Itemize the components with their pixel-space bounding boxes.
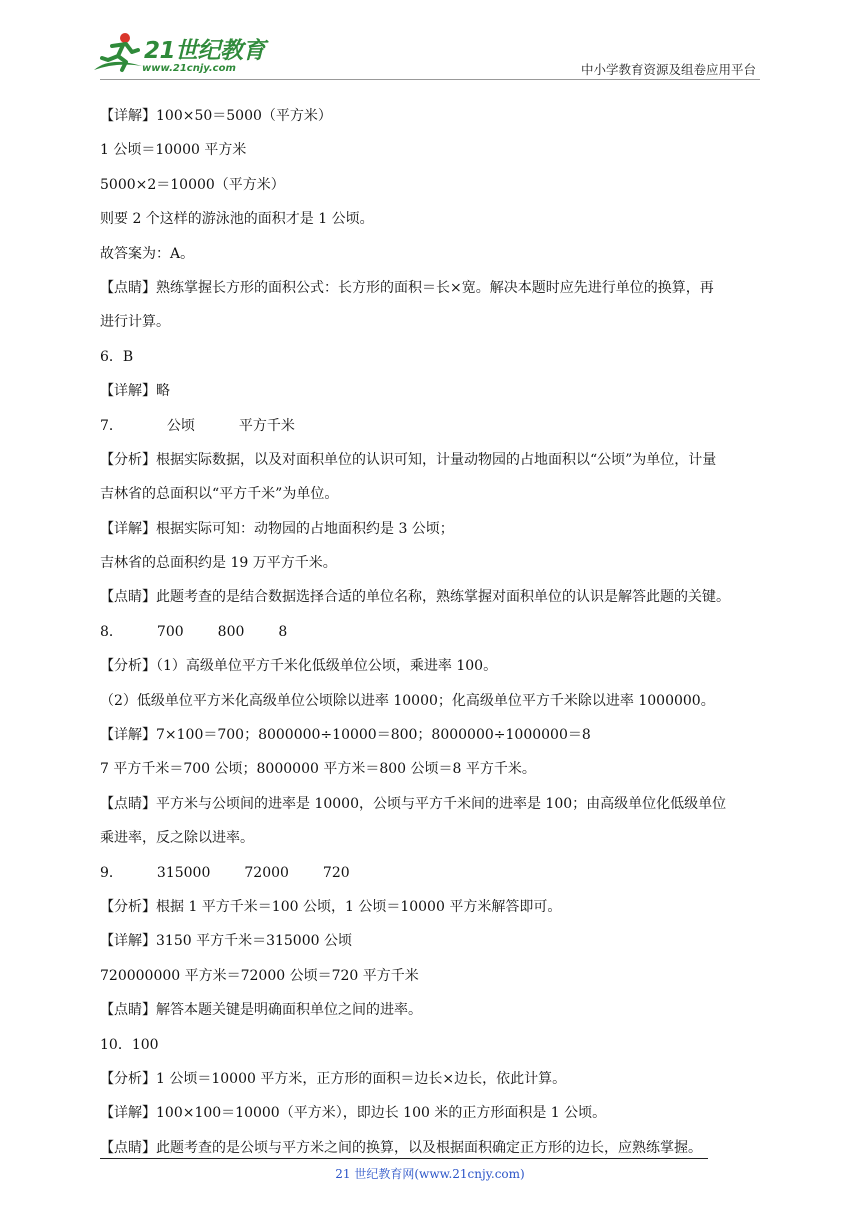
- text-line: [100, 512, 772, 546]
- platform-name: 中小学教育资源及组卷应用平台: [580, 62, 756, 77]
- line-text: 【分析】（1）高级单位平方千米化低级单位公顷，乘进率 100。: [100, 658, 498, 675]
- text-line: [100, 787, 772, 821]
- line-text: 6．B: [100, 348, 134, 365]
- text-line: [100, 890, 772, 924]
- text-line: [100, 821, 772, 855]
- text-line: [100, 993, 772, 1027]
- answer-blank: 315000: [156, 864, 211, 881]
- line-text: 【点睛】熟练掌握长方形的面积公式：长方形的面积＝长×宽。解决本题时应先进行单位的换算，再: [100, 279, 714, 296]
- answer-blank: 720: [322, 864, 350, 881]
- line-text: 【点睛】解答本题关键是明确面积单位之间的进率。: [100, 1002, 422, 1019]
- text-line: [100, 580, 772, 614]
- answer-blank: 8: [278, 623, 288, 640]
- logo-url: www.21cnjy.com: [142, 63, 236, 74]
- text-line: [100, 409, 772, 443]
- text-line: [100, 477, 772, 511]
- text-line: [100, 615, 772, 649]
- text-line: [100, 133, 772, 167]
- text-line: [100, 374, 772, 408]
- answer-content: [100, 99, 772, 1165]
- text-line: [100, 168, 772, 202]
- text-line: [100, 99, 772, 133]
- line-text: 5000×2＝10000（平方米）: [100, 176, 285, 193]
- text-line: [100, 1096, 772, 1130]
- answer-blank: 平方千米: [238, 417, 295, 434]
- line-text: 【分析】根据实际数据，以及对面积单位的认识可知，计量动物园的占地面积以“公顷”为单位，计量: [100, 451, 717, 468]
- line-text: 【详解】略: [100, 383, 170, 400]
- text-line: [100, 340, 772, 374]
- runner-icon: [92, 30, 148, 78]
- page-header: [0, 0, 860, 90]
- line-text: 故答案为：A。: [100, 245, 195, 262]
- line-text: 则要 2 个这样的游泳池的面积才是 1 公顷。: [100, 211, 374, 228]
- text-line: [100, 856, 772, 890]
- line-text: 乘进率，反之除以进率。: [100, 830, 254, 847]
- answer-blank: 700: [156, 623, 184, 640]
- header-divider: [100, 79, 760, 80]
- line-text: 9．: [100, 864, 123, 881]
- line-text: 进行计算。: [100, 314, 170, 331]
- footer-link[interactable]: 21 世纪教育网(www.21cnjy.com): [335, 1167, 525, 1181]
- line-text: 【点睛】平方米与公顷间的进率是 10000，公顷与平方千米间的进率是 100；由高级单位化低级单位: [100, 795, 727, 812]
- line-text: 10．100: [100, 1036, 159, 1053]
- line-text: 【分析】根据 1 平方千米＝100 公顷，1 公顷＝10000 平方米解答即可。: [100, 898, 562, 915]
- line-text: 【详解】100×100＝10000（平方米），即边长 100 米的正方形面积是 1 公顷。: [100, 1105, 607, 1122]
- text-line: [100, 1028, 772, 1062]
- text-line: [100, 1131, 772, 1165]
- line-text: 吉林省的总面积以“平方千米”为单位。: [100, 486, 339, 503]
- line-text: 【点睛】此题考查的是结合数据选择合适的单位名称，熟练掌握对面积单位的认识是解答此题的关键。: [100, 589, 730, 606]
- line-text: 【详解】3150 平方千米＝315000 公顷: [100, 933, 352, 950]
- answer-blank: 公顷: [166, 417, 195, 434]
- line-text: 【点睛】此题考查的是公顷与平方米之间的换算，以及根据面积确定正方形的边长，应熟练掌握。: [100, 1139, 702, 1156]
- line-text: 1 公顷＝10000 平方米: [100, 142, 247, 159]
- answer-blank: 800: [217, 623, 245, 640]
- text-line: [100, 443, 772, 477]
- line-text: （2）低级单位平方米化高级单位公顷除以进率 10000；化高级单位平方千米除以进率 1000000。: [100, 692, 715, 709]
- text-line: [100, 718, 772, 752]
- text-line: [100, 237, 772, 271]
- text-line: [100, 202, 772, 236]
- line-text: 【分析】1 公顷＝10000 平方米，正方形的面积＝边长×边长，依此计算。: [100, 1070, 567, 1087]
- text-line: [100, 1062, 772, 1096]
- text-line: [100, 546, 772, 580]
- logo-title: 21世纪教育: [144, 38, 266, 64]
- line-text: 【详解】7×100＝700；8000000÷10000＝800；8000000÷1000000＝8: [100, 727, 591, 744]
- text-line: [100, 271, 772, 305]
- line-text: 吉林省的总面积约是 19 万平方千米。: [100, 555, 337, 572]
- answer-blank: 72000: [244, 864, 289, 881]
- site-logo[interactable]: [92, 30, 266, 78]
- text-line: [100, 684, 772, 718]
- text-line: [100, 752, 772, 786]
- line-text: 7 平方千米＝700 公顷；8000000 平方米＝800 公顷＝8 平方千米。: [100, 761, 536, 778]
- line-text: 8．: [100, 623, 123, 640]
- footer-divider: [100, 1158, 708, 1159]
- text-line: [100, 924, 772, 958]
- line-text: 【详解】根据实际可知：动物园的占地面积约是 3 公顷；: [100, 520, 454, 537]
- text-line: [100, 305, 772, 339]
- line-text: 【详解】100×50＝5000（平方米）: [100, 108, 332, 124]
- line-text: 7．: [100, 417, 123, 434]
- line-text: 720000000 平方米＝72000 公顷＝720 平方千米: [100, 967, 419, 984]
- text-line: [100, 649, 772, 683]
- text-line: [100, 959, 772, 993]
